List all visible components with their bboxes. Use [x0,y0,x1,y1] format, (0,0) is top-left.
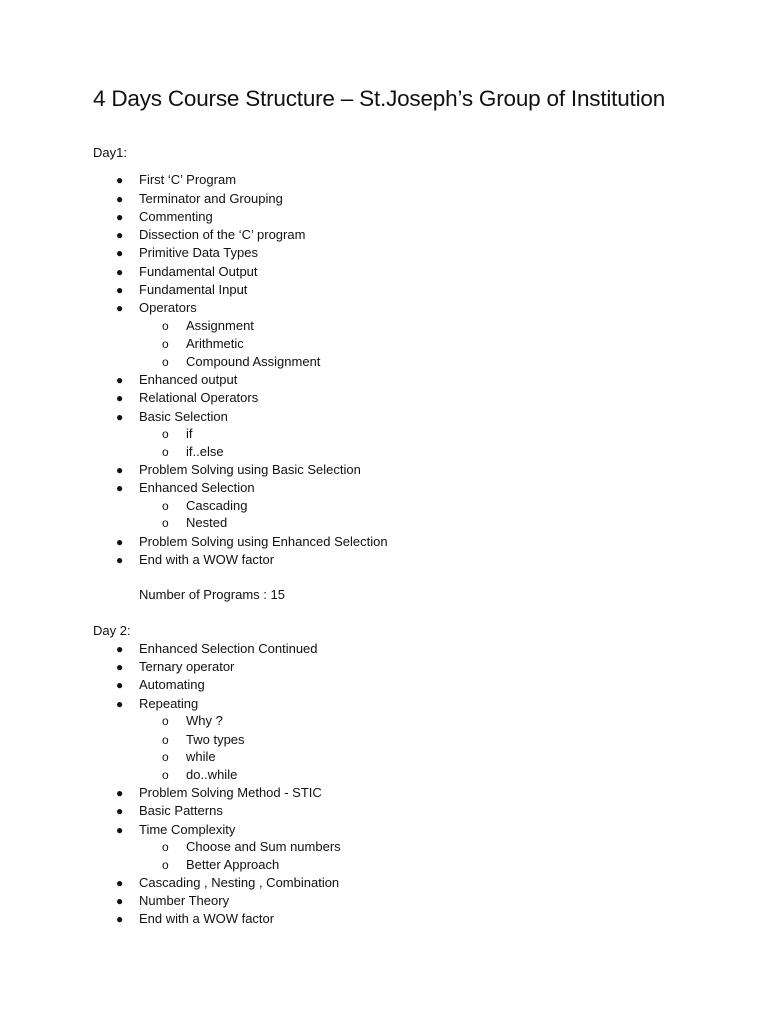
bullet-icon: ● [116,481,124,495]
hollow-bullet-icon: o [162,337,169,351]
sub-list-item-text: while [186,749,216,764]
list-item-text: Enhanced Selection [139,480,255,495]
list-item-text: Automating [139,677,205,692]
list-item-text: Terminator and Grouping [139,191,283,206]
bullet-icon: ● [116,823,124,837]
hollow-bullet-icon: o [162,714,169,728]
bullet-icon: ● [116,697,124,711]
sub-list-item-text: Choose and Sum numbers [186,839,341,854]
sub-list-item-text: Arithmetic [186,336,244,351]
list-item-text: Primitive Data Types [139,245,258,260]
bullet-icon: ● [116,463,124,477]
bullet-icon: ● [116,678,124,692]
hollow-bullet-icon: o [162,733,169,747]
bullet-icon: ● [116,642,124,656]
sub-list-item-text: Why ? [186,713,223,728]
hollow-bullet-icon: o [162,355,169,369]
bullet-icon: ● [116,228,124,242]
day1-label: Day1: [93,145,127,160]
list-item-text: Fundamental Input [139,282,248,297]
list-item-text: Problem Solving Method - STIC [139,785,322,800]
list-item-text: Dissection of the ‘C’ program [139,227,306,242]
bullet-icon: ● [116,410,124,424]
document-title: 4 Days Course Structure – St.Joseph’s Group of Institution [93,86,666,111]
list-item-text: Problem Solving using Enhanced Selection [139,534,388,549]
bullet-icon: ● [116,912,124,926]
list-item-text: Operators [139,300,197,315]
list-item-text: First ‘C’ Program [139,172,237,187]
sub-list-item-text: Compound Assignment [186,354,321,369]
hollow-bullet-icon: o [162,840,169,854]
list-item-text: Fundamental Output [139,264,258,279]
list-item-text: Enhanced output [139,372,238,387]
bullet-icon: ● [116,373,124,387]
list-item-text: End with a WOW factor [139,552,275,567]
sub-list-item-text: Two types [186,732,245,747]
list-item-text: Ternary operator [139,659,235,674]
bullet-icon: ● [116,535,124,549]
bullet-icon: ● [116,553,124,567]
list-item-text: Commenting [139,209,213,224]
sub-list-item-text: if [186,426,193,441]
list-item-text: Basic Selection [139,409,228,424]
list-item-text: Number Theory [139,893,230,908]
sub-list-item-text: if..else [186,444,224,459]
bullet-icon: ● [116,301,124,315]
hollow-bullet-icon: o [162,319,169,333]
bullet-icon: ● [116,192,124,206]
sub-list-item-text: Cascading [186,498,248,513]
bullet-icon: ● [116,246,124,260]
bullet-icon: ● [116,391,124,405]
list-item-text: Problem Solving using Basic Selection [139,462,361,477]
sub-list-item-text: Better Approach [186,857,280,872]
list-item-text: Enhanced Selection Continued [139,641,318,656]
list-item-text: Relational Operators [139,390,259,405]
sub-list-item-text: do..while [186,767,238,782]
bullet-icon: ● [116,660,124,674]
bullet-icon: ● [116,786,124,800]
program-count-note: Number of Programs : 15 [139,587,285,602]
hollow-bullet-icon: o [162,499,169,513]
bullet-icon: ● [116,173,124,187]
bullet-icon: ● [116,283,124,297]
list-item-text: Repeating [139,696,199,711]
hollow-bullet-icon: o [162,427,169,441]
bullet-icon: ● [116,894,124,908]
hollow-bullet-icon: o [162,768,169,782]
list-item-text: Basic Patterns [139,803,223,818]
sub-list-item-text: Nested [186,515,228,530]
list-item-text: Cascading , Nesting , Combination [139,875,340,890]
hollow-bullet-icon: o [162,858,169,872]
sub-list-item-text: Assignment [186,318,254,333]
bullet-icon: ● [116,804,124,818]
bullet-icon: ● [116,876,124,890]
list-item-text: End with a WOW factor [139,911,275,926]
bullet-icon: ● [116,210,124,224]
hollow-bullet-icon: o [162,750,169,764]
bullet-icon: ● [116,265,124,279]
list-item-text: Time Complexity [139,822,236,837]
hollow-bullet-icon: o [162,445,169,459]
hollow-bullet-icon: o [162,516,169,530]
day2-label: Day 2: [93,623,131,638]
